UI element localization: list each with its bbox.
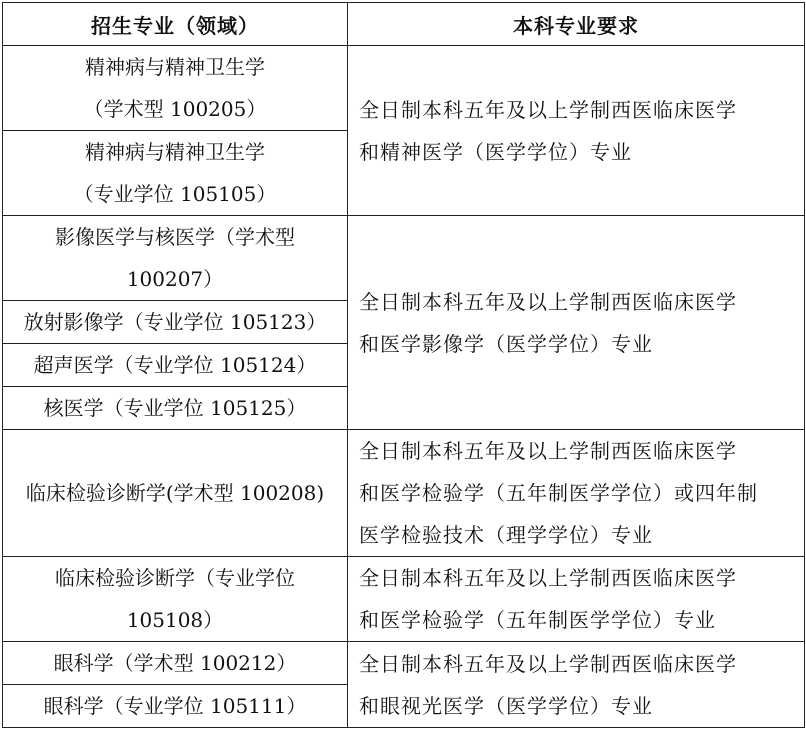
major-line: 精神病与精神卫生学 xyxy=(85,140,265,164)
major-cell xyxy=(3,216,348,301)
major-line: 放射影像学（专业学位 105123） xyxy=(23,310,327,334)
table-row xyxy=(3,46,805,131)
header-requirement: 本科专业要求 xyxy=(348,3,805,46)
major-line: 临床检验诊断学(学术型 100208) xyxy=(25,481,325,505)
major-line: 眼科学（专业学位 105111） xyxy=(43,694,307,718)
major-line: 核医学（专业学位 105125） xyxy=(43,396,307,420)
major-cell xyxy=(3,685,348,728)
requirement-line: 和精神医学（医学学位）专业 xyxy=(359,139,632,164)
major-line: （学术型 100205） xyxy=(83,97,267,121)
header-row xyxy=(3,3,805,46)
major-line: （专业学位 105105） xyxy=(73,182,277,206)
requirement-cell xyxy=(348,46,805,216)
requirement-line: 和医学检验学（五年制医学学位）或四年制 xyxy=(359,481,758,505)
major-line: 100207） xyxy=(126,267,224,291)
major-line: 精神病与精神卫生学 xyxy=(85,55,265,79)
requirement-line: 全日制本科五年及以上学制西医临床医学 xyxy=(359,289,737,314)
table-row xyxy=(3,642,805,685)
major-line: 105108） xyxy=(126,608,224,632)
major-cell xyxy=(3,557,348,642)
requirement-line: 和医学检验学（五年制医学学位）专业 xyxy=(359,608,716,632)
major-cell xyxy=(3,344,348,387)
major-line: 超声医学（专业学位 105124） xyxy=(33,353,317,377)
requirement-cell xyxy=(348,216,805,430)
requirement-line: 全日制本科五年及以上学制西医临床医学 xyxy=(359,439,737,463)
major-cell xyxy=(3,131,348,216)
requirement-cell xyxy=(348,557,805,642)
requirement-cell xyxy=(348,430,805,557)
major-line: 眼科学（学术型 100212） xyxy=(53,651,297,675)
header-major: 招生专业（领域） xyxy=(3,3,348,46)
table-row xyxy=(3,216,805,301)
major-cell xyxy=(3,301,348,344)
requirement-line: 和眼视光医学（医学学位）专业 xyxy=(359,693,653,718)
major-line: 临床检验诊断学（专业学位 xyxy=(55,566,295,590)
requirement-line: 全日制本科五年及以上学制西医临床医学 xyxy=(359,97,737,122)
requirement-line: 和医学影像学（医学学位）专业 xyxy=(359,331,653,356)
requirement-line: 医学检验技术（理学学位）专业 xyxy=(359,523,653,547)
major-cell xyxy=(3,642,348,685)
major-cell xyxy=(3,46,348,131)
requirement-cell xyxy=(348,642,805,728)
major-line: 影像医学与核医学（学术型 xyxy=(55,225,295,249)
requirement-line: 全日制本科五年及以上学制西医临床医学 xyxy=(359,566,737,590)
major-cell xyxy=(3,430,348,557)
table-row xyxy=(3,430,805,557)
major-cell xyxy=(3,387,348,430)
admission-requirements-table xyxy=(2,2,805,728)
table-row xyxy=(3,557,805,642)
requirement-line: 全日制本科五年及以上学制西医临床医学 xyxy=(359,651,737,676)
